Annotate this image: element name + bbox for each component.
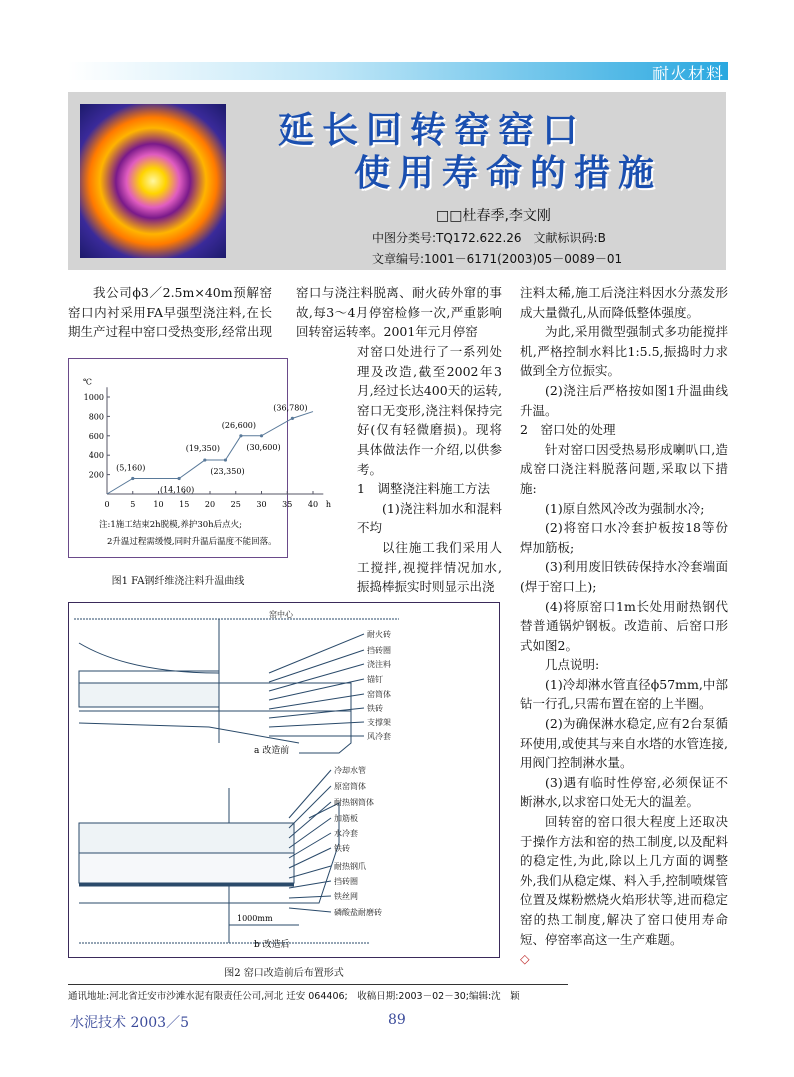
data-label: (36,780): [273, 403, 308, 413]
y-tick-label: 400: [88, 451, 104, 461]
part-label: 挡砖圈: [334, 877, 358, 886]
leader-line: [289, 866, 331, 878]
data-point: [178, 477, 181, 480]
list-item: (4)将原窑口1m长处用耐热钢代替普通锅炉钢板。改造前、后窑口形式如图2。: [520, 598, 728, 653]
list-item: (1)原自然风冷改为强制水冷;: [545, 500, 705, 516]
title-line2: 使用寿命的措施: [354, 153, 663, 194]
part-label: 耐火砖: [367, 630, 391, 639]
data-label: (19,350): [185, 444, 220, 454]
leader-line: [289, 908, 331, 912]
part-label: 铁丝网: [334, 892, 358, 901]
paragraph: 几点说明:: [545, 657, 600, 673]
temperature-chart: [69, 359, 332, 557]
before-label: a 改造前: [254, 746, 290, 756]
journal-name: 水泥技术 2003／5: [70, 1015, 189, 1031]
part-label: 锚钉: [367, 675, 383, 684]
article-number: 文章编号:1001－6171(2003)05－0089－01: [372, 252, 623, 266]
column-2: [357, 342, 502, 597]
data-label: (26,600): [221, 420, 257, 430]
x-tick-label: 25: [230, 500, 241, 509]
section-heading: 2 窑口处的处理: [520, 422, 616, 438]
data-point: [224, 458, 227, 461]
data-point: [131, 477, 134, 480]
y-tick-label: 1000: [83, 393, 104, 402]
list-item: (3)遇有临时性停窑,必须保证不断淋水,以求窑口处无大的温差。: [520, 774, 728, 810]
leader-line: [289, 896, 331, 898]
title-line1: 延长回转窑窑口: [278, 110, 587, 151]
leader-line: [289, 848, 331, 868]
divider: [68, 984, 568, 985]
column-1: [68, 283, 272, 342]
chart-note: 注:1施工结束2h脱模,养护30h后点火;: [99, 520, 243, 530]
kiln-diagram: [69, 603, 499, 957]
subheading: (1)浇注料加水和混料不均: [357, 500, 502, 536]
dimension-label: 1000mm: [237, 914, 273, 923]
part-label: 风冷套: [367, 732, 391, 741]
figure-1: [68, 358, 332, 558]
paragraph: 我公司ϕ3／2.5m×40m预解窑窑口内衬采用FA早强型浇注料,在长期生产过程中窑口受热变形,经常出现: [68, 285, 272, 340]
part-label: 磷酸盐耐磨砖: [334, 908, 382, 917]
authors: □□杜春季,李文刚: [436, 208, 551, 224]
leader-line: [269, 722, 364, 727]
paragraph: (2)浇注后严格按如图1升温曲线升温。: [520, 382, 728, 418]
part-label: 原窑筒体: [334, 782, 366, 791]
paragraph: 针对窑口因受热易形成喇叭口,造成窑口浇注料脱落问题,采取以下措施:: [520, 441, 728, 496]
leader-line: [289, 833, 331, 858]
part-label: 耐热钢爪: [334, 862, 366, 871]
x-tick-label: 5: [130, 500, 136, 509]
part-label: 铁砖: [334, 844, 350, 853]
x-tick-label: 0: [104, 500, 110, 509]
classification: 中图分类号:TQ172.622.26 文献标识码:B: [372, 231, 606, 245]
x-tick-label: 35: [282, 500, 293, 509]
list-item: (2)为确保淋水稳定,应有2台泵循环使用,或使其与来自水塔的水管连接,用阀门控制淋水量。: [520, 716, 728, 771]
page-number: 89: [388, 1012, 406, 1028]
part-label: 挡砖圈: [367, 646, 391, 655]
data-point: [239, 434, 242, 437]
chart-note: 2升温过程需缓慢,同时升温后温度不能回落。: [107, 537, 277, 547]
data-point: [260, 434, 263, 437]
paragraph: 注料太稀,施工后浇注料因水分蒸发形成大量微孔,从而降低整体强度。: [520, 285, 728, 320]
data-label: (23,350): [210, 467, 245, 477]
list-item: (2)将窑口水冷套护板按18等份焊加筋板;: [520, 520, 728, 555]
leader-line: [269, 634, 364, 673]
part-label: 冷却水管: [334, 766, 366, 775]
data-point: [203, 458, 206, 461]
figure-2-caption: 图2 窑口改造前后布置形式: [224, 968, 344, 979]
y-axis-label: ℃: [83, 377, 92, 387]
leader-line: [269, 708, 364, 718]
leader-line: [289, 770, 331, 818]
section-label: 耐火材料: [652, 65, 724, 85]
x-tick-label: 10: [153, 500, 164, 509]
x-axis-label: h: [325, 500, 332, 509]
list-item: (3)利用废旧铁砖保持水冷套端面(焊于窑口上);: [520, 559, 728, 594]
data-label: (14,160): [159, 485, 195, 495]
leader-line: [269, 679, 364, 700]
part-label: 加筋板: [334, 814, 358, 823]
leader-line: [269, 694, 364, 709]
data-label: (5,160): [116, 463, 146, 473]
column-3: [520, 283, 728, 969]
after-label: b 改造后: [254, 940, 290, 950]
mandala-image: [80, 104, 226, 258]
part-label: 铁砖: [367, 704, 383, 713]
x-tick-label: 40: [307, 500, 319, 509]
list-item: (1)冷却淋水管直径ϕ57mm,中部钻一行孔,只需布置在窑的上半圈。: [520, 676, 728, 712]
y-tick-label: 600: [88, 431, 104, 441]
x-tick-label: 15: [179, 500, 190, 509]
y-tick-label: 800: [88, 412, 104, 422]
part-label: 水冷套: [334, 829, 358, 838]
part-label: 支撑架: [367, 718, 391, 727]
paragraph: 为此,采用微型强制式多功能搅拌机,严格控制水料比1:5.5,振捣时力求做到全方位振实。: [520, 324, 728, 379]
part-label: 浇注料: [367, 660, 391, 669]
paragraph: 以往施工我们采用人工搅拌,视搅拌情况加水,振捣棒振实时则显示出浇: [357, 539, 502, 595]
x-tick-label: 20: [204, 500, 216, 509]
data-label: (30,600): [246, 442, 281, 452]
x-tick-label: 30: [256, 500, 267, 509]
figure-1-caption: 图1 FA钢纤维浇注料升温曲线: [111, 576, 245, 587]
end-mark: ◇: [520, 951, 530, 967]
part-label: 耐热钢筒体: [334, 798, 374, 807]
paragraph: 回转窑的窑口很大程度上还取决于操作方法和窑的热工制度,以及配料的稳定性,为此,除以上几方面的调整外,我们从稳定煤、料入手,控制喷煤管位置及煤粉燃烧火焰形状等,进而稳定窑的热工制度,解决了窑口使用寿命短、停窑率高这一生产难题。: [520, 814, 728, 947]
y-tick-label: 200: [88, 470, 104, 480]
paragraph: 窑口与浇注料脱离、耐火砖外窜的事故,每3～4月停窑检修一次,严重影响回转窑运转率。2001年元月停窑: [296, 285, 502, 340]
header-bar: [68, 62, 728, 80]
data-point: [291, 417, 294, 420]
column-2-top: [296, 283, 502, 342]
figure-2: [68, 602, 500, 958]
paragraph: 对窑口处进行了一系列处理及改造,截至2002年3月,经过长达400天的运转,窑口无变形,浇注料保持完好(仅有轻微磨损)。现将具体做法作一介绍,以供参考。: [357, 344, 502, 477]
part-label: 窑筒体: [367, 690, 391, 699]
section-heading: 1 调整浇注料施工方法: [357, 481, 490, 497]
kiln-center-label: 窑中心: [269, 610, 293, 619]
footnote: 通讯地址:河北省迁安市沙滩水泥有限责任公司,河北 迁安 064406; 收稿日期:2003－02－30;编辑:沈 颖: [68, 991, 520, 1002]
